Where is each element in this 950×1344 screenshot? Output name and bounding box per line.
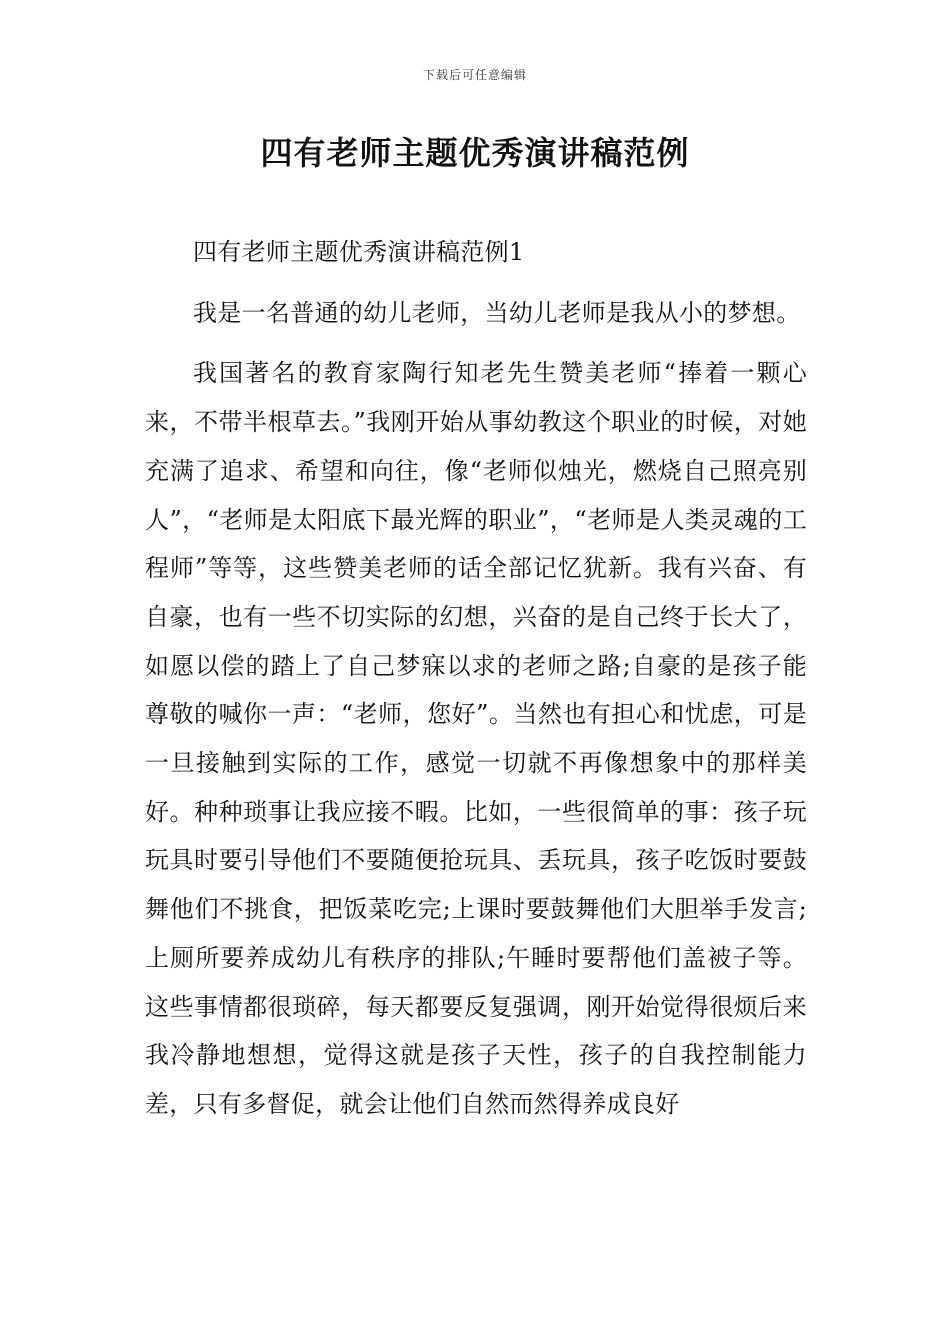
document-body [145,228,807,1129]
subtitle-paragraph: 四有老师主题优秀演讲稿范例1 [193,238,525,266]
header-note: 下载后可任意编辑 [422,68,527,82]
body-paragraph: 我是一名普通的幼儿老师，当幼儿老师是我从小的梦想。 [193,298,801,327]
body-paragraph: 我国著名的教育家陶行知老先生赞美老师“捧着一颗心来，不带半根草去。”我刚开始从事幼教这个职业的时候，对她充满了追求、希望和向往，像“老师似烛光，燃烧自己照亮别人”，“老师是太阳底下最光辉的职业”，“老师是人类灵魂的工程师”等等，这些赞美老师的话全部记忆犹新。我有兴奋、有自豪，也有一些不切实际的幻想，兴奋的是自己终于长大了，如愿以偿的踏上了自己梦寐以求的老师之路;自豪的是孩子能尊敬的喊你一声：“老师，您好”。当然也有担心和忧虑，可是一旦接触到实际的工作，感觉一切就不再像想象中的那样美好。种种琐事让我应接不暇。比如，一些很简单的事：孩子玩玩具时要引导他们不要随便抢玩具、丢玩具，孩子吃饭时要鼓舞他们不挑食，把饭菜吃完;上课时要鼓舞他们大胆举手发言;上厕所要养成幼儿有秩序的排队;午睡时要帮他们盖被子等。这些事情都很琐碎，每天都要反复强调，刚开始觉得很烦后来我冷静地想想，觉得这就是孩子天性，孩子的自我控制能力差，只有多督促，就会让他们自然而然得养成良好 [145,359,807,1118]
document-title: 四有老师主题优秀演讲稿范例 [260,134,690,172]
